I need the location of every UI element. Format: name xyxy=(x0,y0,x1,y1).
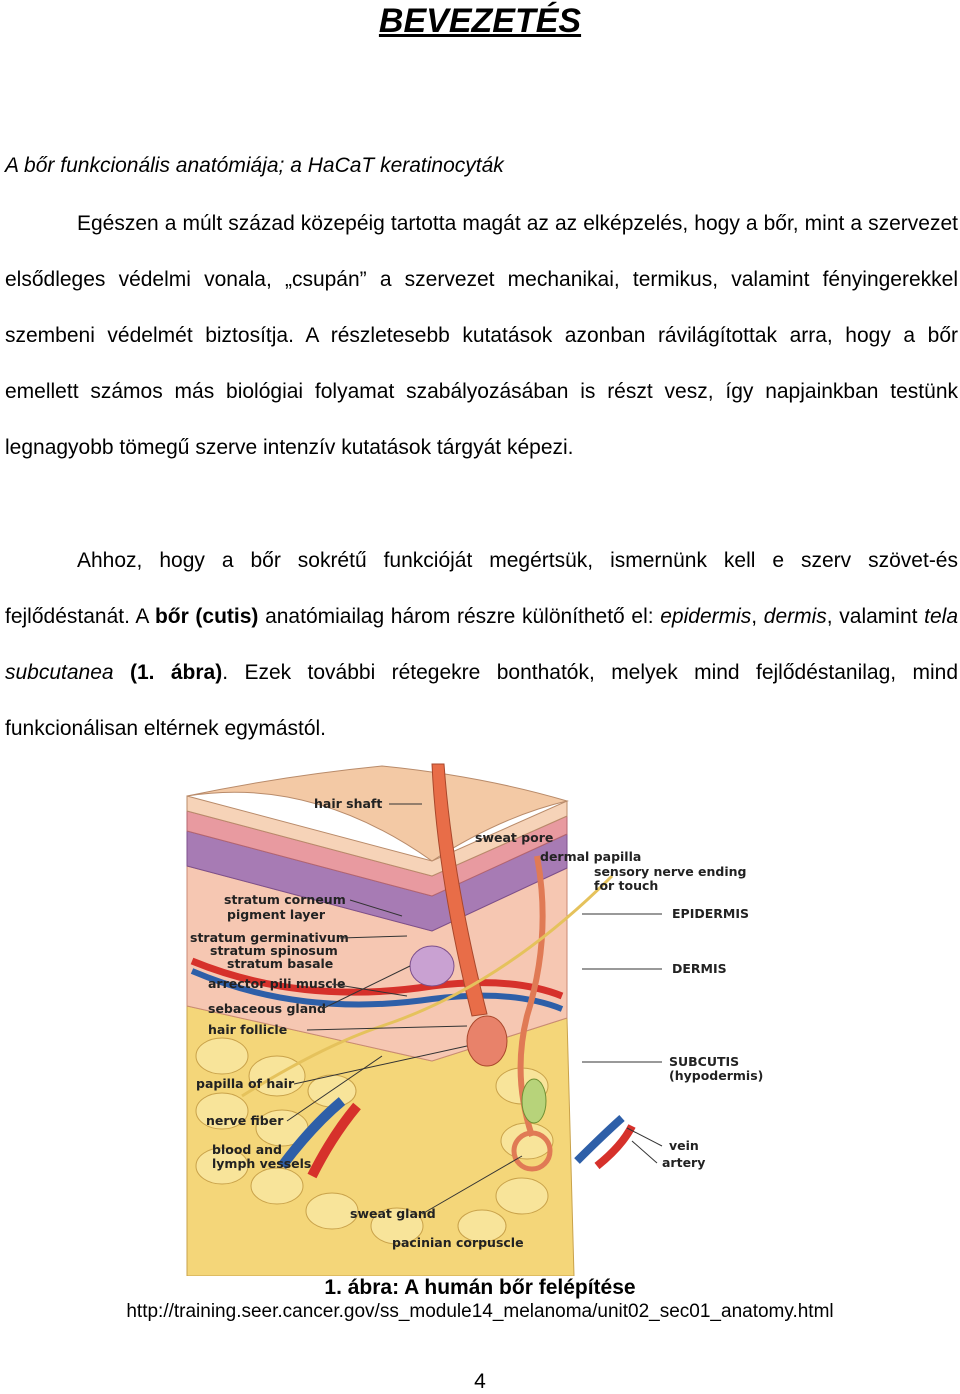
text-run: Ahhoz, hogy a bőr sokrétű funkcióját megértsük, ismernünk kell e szerv szövet-és fejlődéstanát. A xyxy=(5,549,958,628)
label-pigment-layer: pigment layer xyxy=(227,907,326,922)
text-run: , xyxy=(751,605,764,628)
label-vein: vein xyxy=(669,1138,699,1153)
label-dermis: DERMIS xyxy=(672,961,727,976)
page-title: BEVEZETÉS xyxy=(378,2,582,40)
term-epidermis: epidermis xyxy=(660,605,752,628)
label-sebaceous: sebaceous gland xyxy=(208,1001,326,1016)
label-nerve-fiber: nerve fiber xyxy=(206,1113,284,1128)
label-stratum-corneum: stratum corneum xyxy=(224,892,346,907)
label-stratum-germinativum: stratum germinativum xyxy=(190,930,349,945)
label-hair-shaft: hair shaft xyxy=(314,796,383,811)
paragraph-intro xyxy=(5,196,958,476)
label-blood-2: lymph vessels xyxy=(212,1156,312,1171)
text-run: , valamint xyxy=(826,605,925,628)
skin-anatomy-figure xyxy=(182,756,782,1276)
term-subcutanea: tela subcutanea xyxy=(5,605,958,684)
sebaceous-gland-shape xyxy=(410,946,454,986)
section-subtitle: A bőr funkcionális anatómiája; a HaCaT keratinocyták xyxy=(5,154,504,177)
label-sensory-nerve: sensory nerve ending xyxy=(594,864,747,879)
bold-term-cutis: bőr (cutis) xyxy=(154,605,259,628)
label-papilla-hair: papilla of hair xyxy=(196,1076,295,1091)
label-subcutis-1: SUBCUTIS xyxy=(669,1054,740,1069)
text-run: anatómiailag három részre különíthető el: xyxy=(258,605,661,628)
label-arrector: arrector pili muscle xyxy=(208,976,346,991)
figure-reference: (1. ábra) xyxy=(129,661,223,684)
label-stratum-spinosum: stratum spinosum xyxy=(210,943,338,958)
label-dermal-papilla: dermal papilla xyxy=(540,849,642,864)
label-artery: artery xyxy=(662,1155,706,1170)
label-for-touch: for touch xyxy=(594,878,659,893)
paragraph-anatomy xyxy=(5,533,958,757)
label-stratum-basale: stratum basale xyxy=(227,956,334,971)
pacinian-shape xyxy=(522,1079,546,1123)
hair-bulb xyxy=(467,1016,507,1066)
figure-source: http://training.seer.cancer.gov/ss_module14_melanoma/unit02_sec01_anatomy.html xyxy=(126,1301,834,1322)
paragraph-intro-text: Egészen a múlt század közepéig tartotta magát az az elképzelés, hogy a bőr, mint a szervezet elsődleges védelmi vonala, „csupán” a szervezet mechanikai, termikus, valamint fényingerekkel szembeni védelmét biztosítja. A részletesebb kutatások azonban rávilágítottak arra, hogy a bőr emellett számos más biológiai folyamat szabályozásában is részt vesz, így napjainkban testünk legnagyobb tömegű szerve intenzív kutatások tárgyát képezi. xyxy=(5,212,958,459)
label-hair-follicle: hair follicle xyxy=(208,1022,288,1037)
label-subcutis-2: (hypodermis) xyxy=(669,1068,764,1083)
page-number: 4 xyxy=(474,1370,486,1393)
text-run: . Ezek további rétegekre bonthatók, melyek mind fejlődéstanilag, mind funkcionálisan eltérnek egymástól. xyxy=(5,661,958,740)
label-sweat-pore: sweat pore xyxy=(475,830,554,845)
label-blood-1: blood and xyxy=(212,1142,282,1157)
label-pacinian: pacinian corpuscle xyxy=(392,1235,524,1250)
term-dermis: dermis xyxy=(763,605,827,628)
figure-caption: 1. ábra: A humán bőr felépítése xyxy=(324,1276,636,1299)
label-epidermis: EPIDERMIS xyxy=(672,906,749,921)
label-sweat-gland: sweat gland xyxy=(350,1206,436,1221)
